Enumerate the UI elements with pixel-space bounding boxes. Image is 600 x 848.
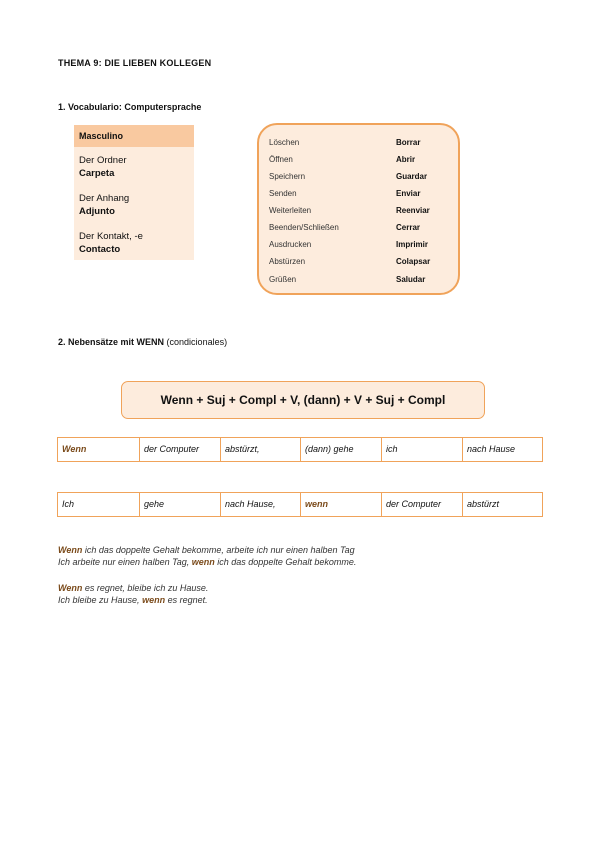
masculino-pair [74,154,194,180]
formula-box: Wenn + Suj + Compl + V, (dann) + V + Suj + Compl [121,381,485,419]
table-cell: nach Hause, [221,493,301,516]
wenn-word: wenn [142,595,166,605]
table-cell: Wenn [58,438,140,461]
example-text: es regnet, bleibe ich zu Hause. [82,583,209,593]
verb-row [269,170,449,184]
wenn-word: wenn [191,557,215,567]
verb-row [269,255,449,269]
example-text: Ich bleibe zu Hause, [58,595,143,605]
verb-de: Ausdrucken [269,240,312,249]
verb-de: Grüßen [269,275,297,284]
verb-row [269,187,449,201]
section1-heading: 1. Vocabulario: Computersprache [58,102,202,112]
section2-heading [58,337,227,347]
section2-heading-normal: (condicionales) [166,337,228,347]
sentence-table-1 [57,437,543,462]
verb-de: Abstürzen [269,257,306,266]
masculino-pair [74,192,194,218]
wenn-word: Wenn [58,583,83,593]
table-cell: ich [382,438,463,461]
table-cell: Ich [58,493,140,516]
example-text: ich das doppelte Gehalt bekomme, arbeite ich nur einen halben Tag [82,545,355,555]
masculino-es: Contacto [79,244,121,255]
example-sentence [58,594,208,606]
masculino-pair [74,230,194,256]
example-text: es regnet. [165,595,208,605]
verb-es: Abrir [396,155,416,164]
example-text: Ich arbeite nur einen halben Tag, [58,557,192,567]
table-cell: abstürzt [467,499,500,509]
masculino-es: Carpeta [79,168,115,179]
verb-row [269,153,449,167]
verb-es: Borrar [396,138,421,147]
table-cell: nach Hause [467,444,516,454]
verb-es: Saludar [396,275,426,284]
masculino-es: Adjunto [79,206,115,217]
sentence-table-2 [57,492,543,517]
section2-heading-bold: 2. Nebensätze mit WENN [58,337,165,347]
verb-es: Cerrar [396,223,421,232]
example-sentence [58,544,355,556]
verb-de: Speichern [269,172,306,181]
example-sentence [58,556,356,568]
verb-es: Reenviar [396,206,430,215]
verb-row [269,221,449,235]
verb-de: Beenden/Schließen [269,223,339,232]
masculino-box [74,125,194,260]
table-cell: wenn [301,493,382,516]
verb-de: Senden [269,189,297,198]
table-cell: gehe [140,493,221,516]
masculino-de: Der Kontakt, -e [79,231,143,242]
verb-vocabulary-box [257,123,460,295]
masculino-header: Masculino [74,125,194,147]
masculino-de: Der Anhang [79,193,130,204]
table-cell: (dann) gehe [301,438,382,461]
verb-de: Löschen [269,138,300,147]
verb-es: Enviar [396,189,421,198]
page-title: THEMA 9: DIE LIEBEN KOLLEGEN [58,58,212,68]
verb-de: Weiterleiten [269,206,312,215]
masculino-de: Der Ordner [79,155,127,166]
verb-es: Guardar [396,172,428,181]
verb-es: Colapsar [396,257,431,266]
verb-row [269,273,449,287]
verb-es: Imprimir [396,240,429,249]
verb-row [269,136,449,150]
wenn-word: Wenn [58,545,83,555]
table-cell: abstürzt, [221,438,301,461]
table-cell: der Computer [382,493,463,516]
verb-row [269,204,449,218]
table-cell: der Computer [140,438,221,461]
example-sentence [58,582,208,594]
verb-row [269,238,449,252]
example-text: ich das doppelte Gehalt bekomme. [214,557,357,567]
verb-de: Öffnen [269,155,293,164]
